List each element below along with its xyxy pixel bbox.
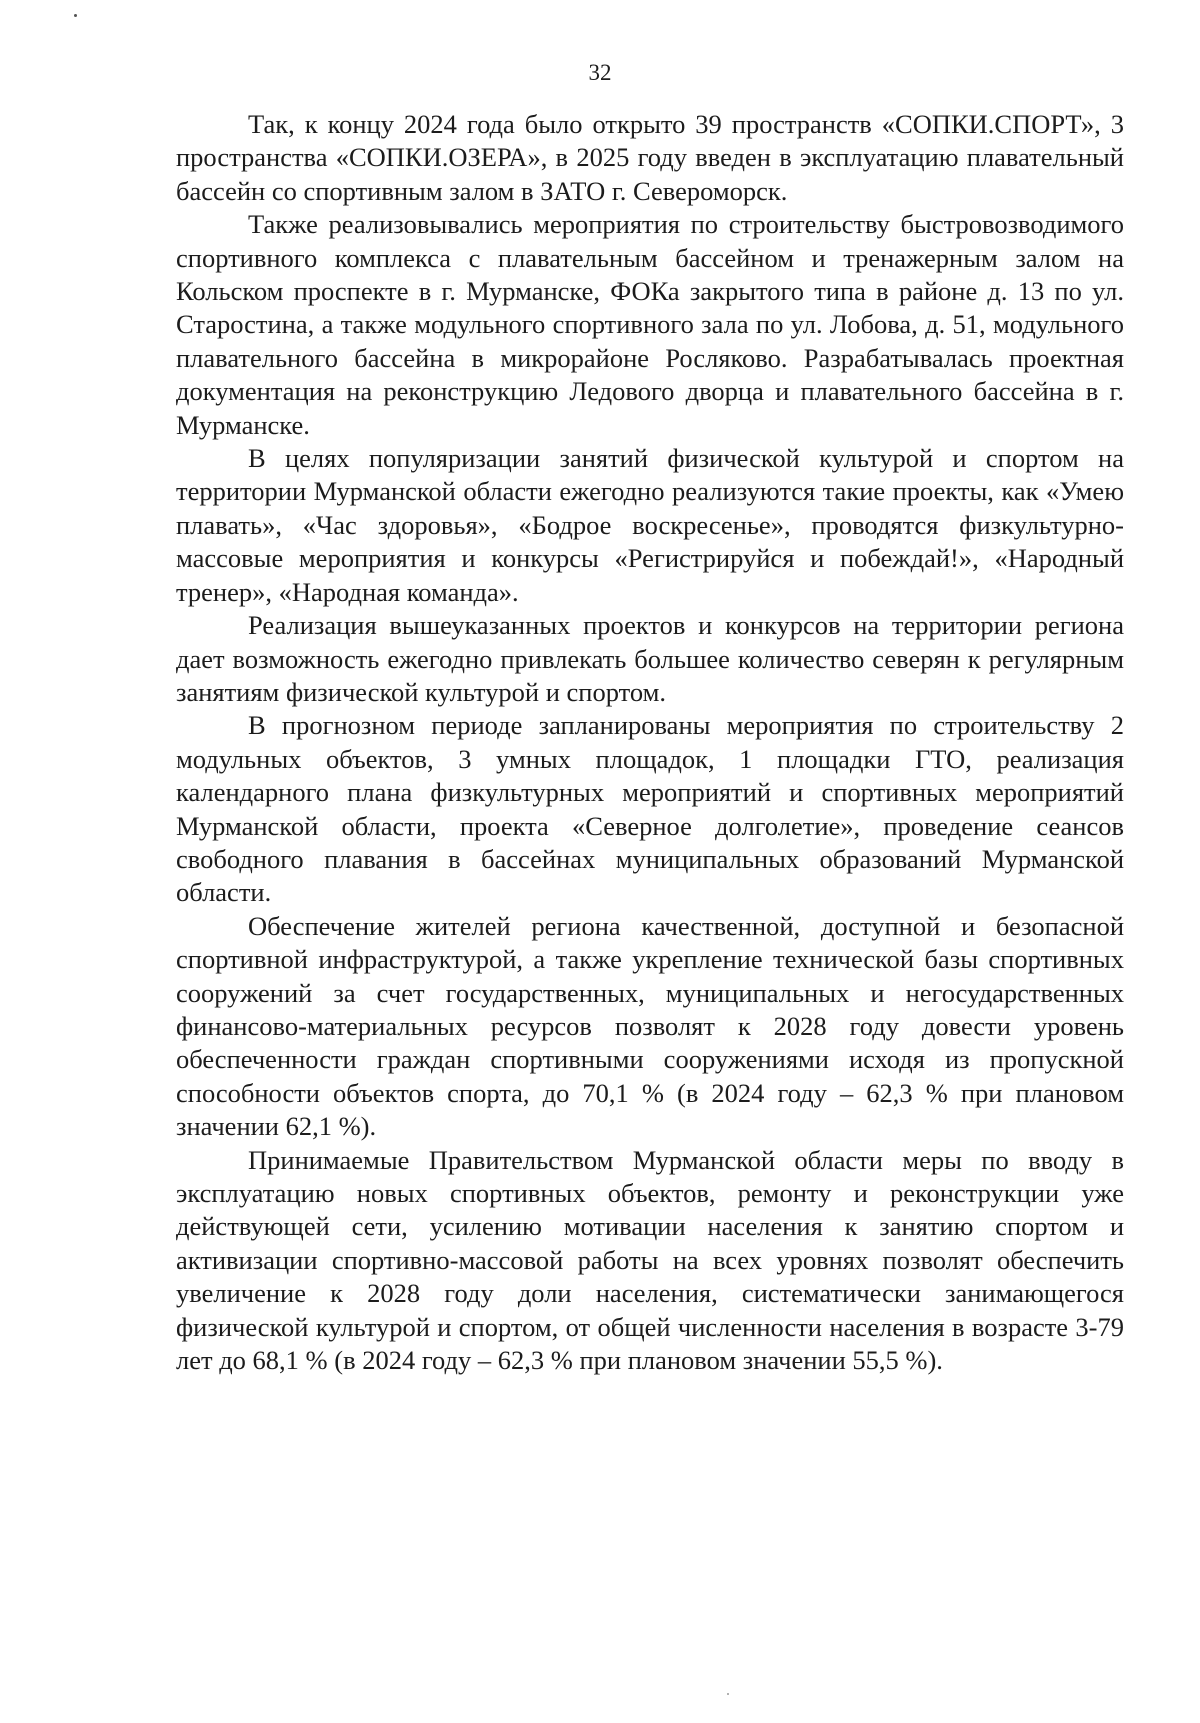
paragraph: Принимаемые Правительством Мурманской области меры по вводу в эксплуатацию новых спортивных объектов, ремонту и реконструкции уже действующей сети, усилению мотивации населения к занятию спортом и активизации спортивно-массовой работы на всех уровнях позволят обеспечить увеличение к 2028 году доли населения, систематически занимающегося физической культурой и спортом, от общей численности населения в возрасте 3-79 лет до 68,1 % (в 2024 году – 62,3 % при плановом значении 55,5 %). (176, 1144, 1124, 1376)
scan-speck (727, 1693, 729, 1695)
paragraph: Так, к концу 2024 года было открыто 39 пространств «СОПКИ.СПОРТ», 3 пространства «СОПКИ.ОЗЕРА», в 2025 году введен в эксплуатацию плавательный бассейн со спортивным залом в ЗАТО г. Североморск. (176, 109, 1124, 206)
paragraph: В целях популяризации занятий физической культурой и спортом на территории Мурманской области ежегодно реализуются такие проекты, как «Умею плавать», «Час здоровья», «Бодрое воскресенье», проводятся физкультурно-массовые мероприятия и конкурсы «Регистрируйся и побеждай!», «Народный тренер», «Народная команда». (176, 443, 1124, 607)
paragraph: Реализация вышеуказанных проектов и конкурсов на территории региона дает возможность ежегодно привлекать большее количество северян к регулярным занятиям физической культурой и спортом. (176, 610, 1124, 707)
scan-speck (74, 14, 77, 17)
page-number: 32 (588, 60, 612, 85)
paragraph: Обеспечение жителей региона качественной, доступной и безопасной спортивной инфраструктурой, а также укрепление технической базы спортивных сооружений за счет государственных, муниципальных и негосударственных финансово-материальных ресурсов позволят к 2028 году довести уровень обеспеченности граждан спортивными сооружениями исходя из пропускной способности объектов спорта, до 70,1 % (в 2024 году – 62,3 % при плановом значении 62,1 %). (176, 910, 1124, 1142)
paragraph: Также реализовывались мероприятия по строительству быстровозводимого спортивного комплекса с плавательным бассейном и тренажерным залом на Кольском проспекте в г. Мурманске, ФОКа закрытого типа в районе д. 13 по ул. Старостина, а также модульного спортивного зала по ул. Лобова, д. 51, модульного плавательного бассейна в микрорайоне Росляково. Разрабатывалась проектная документация на реконструкцию Ледового дворца и плавательного бассейна в г. Мурманске. (176, 209, 1124, 440)
paragraph: В прогнозном периоде запланированы мероприятия по строительству 2 модульных объектов, 3 умных площадок, 1 площадки ГТО, реализация календарного плана физкультурных мероприятий и спортивных мероприятий Мурманской области, проекта «Северное долголетие», проведение сеансов свободного плавания в бассейнах муниципальных образований Мурманской области. (176, 710, 1124, 908)
document-body (176, 108, 1124, 1377)
